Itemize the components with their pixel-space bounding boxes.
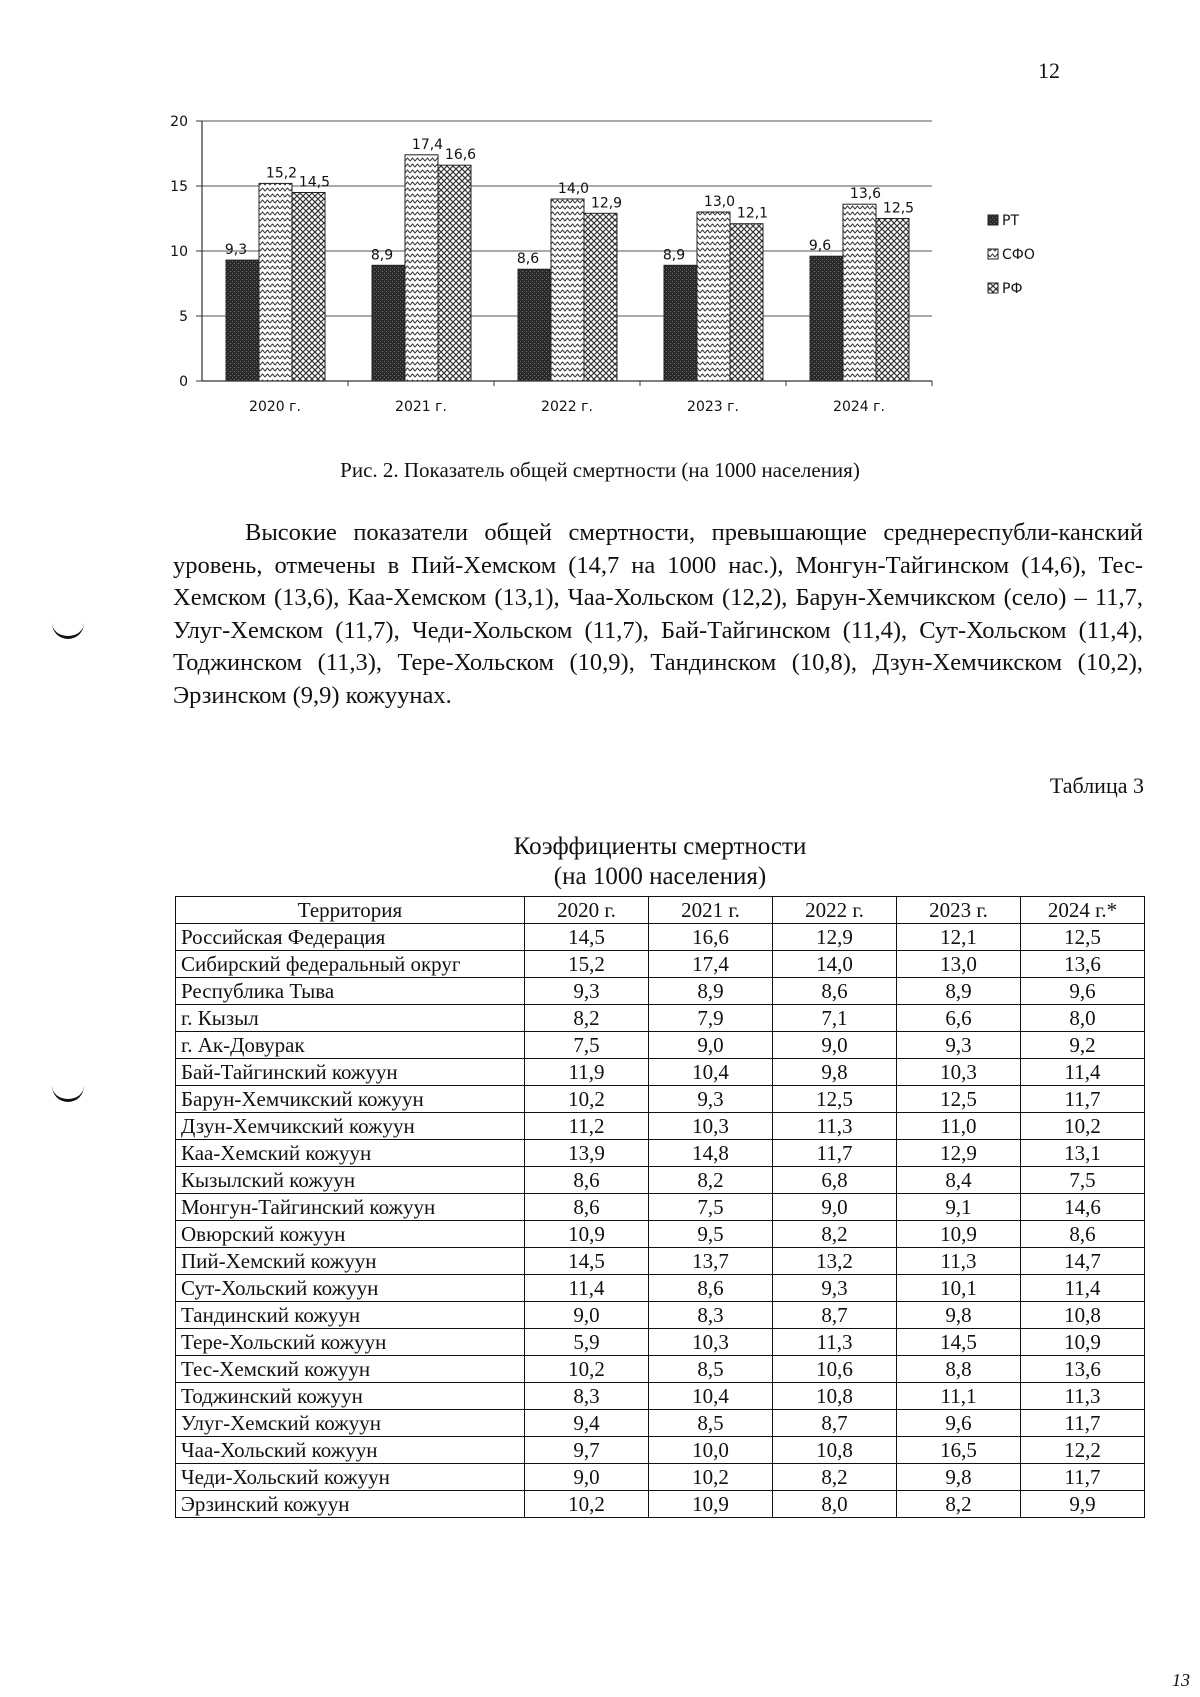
territory-cell: Бай-Тайгинский кожуун [176, 1059, 525, 1086]
bar-РФ [438, 165, 471, 381]
bar-value-label: 12,5 [882, 200, 915, 217]
bar-value-label: 13,6 [849, 186, 882, 203]
value-cell: 10,3 [649, 1329, 773, 1356]
y-tick-label: 0 [179, 374, 188, 390]
value-cell: 10,1 [897, 1275, 1021, 1302]
value-cell: 11,7 [1021, 1086, 1145, 1113]
value-cell: 16,6 [649, 924, 773, 951]
territory-cell: г. Ак-Довурак [176, 1032, 525, 1059]
territory-cell: Тандинский кожуун [176, 1302, 525, 1329]
value-cell: 8,0 [773, 1491, 897, 1518]
bar-value-label: 12,9 [590, 195, 623, 212]
value-cell: 9,2 [1021, 1032, 1145, 1059]
territory-cell: Дзун-Хемчикский кожуун [176, 1113, 525, 1140]
value-cell: 8,6 [649, 1275, 773, 1302]
value-cell: 7,5 [1021, 1167, 1145, 1194]
value-cell: 5,9 [525, 1329, 649, 1356]
value-cell: 11,3 [897, 1248, 1021, 1275]
bar-СФО [697, 212, 730, 381]
bar-РТ [372, 265, 405, 381]
value-cell: 8,9 [897, 978, 1021, 1005]
value-cell: 13,6 [1021, 1356, 1145, 1383]
territory-cell: Барун-Хемчикский кожуун [176, 1086, 525, 1113]
value-cell: 7,9 [649, 1005, 773, 1032]
value-cell: 7,5 [649, 1194, 773, 1221]
value-cell: 8,6 [525, 1194, 649, 1221]
value-cell: 8,9 [649, 978, 773, 1005]
table-body [176, 924, 1145, 1518]
value-cell: 8,7 [773, 1302, 897, 1329]
value-cell: 9,0 [773, 1194, 897, 1221]
y-tick-label: 20 [170, 115, 188, 130]
territory-cell: Российская Федерация [176, 924, 525, 951]
value-cell: 10,3 [649, 1113, 773, 1140]
value-cell: 8,3 [649, 1302, 773, 1329]
table-row [176, 1059, 1145, 1086]
value-cell: 10,9 [649, 1491, 773, 1518]
value-cell: 12,5 [1021, 924, 1145, 951]
value-cell: 7,1 [773, 1005, 897, 1032]
value-cell: 11,4 [1021, 1059, 1145, 1086]
value-cell: 13,0 [897, 951, 1021, 978]
value-cell: 8,4 [897, 1167, 1021, 1194]
value-cell: 12,9 [773, 924, 897, 951]
bar-value-label: 14,5 [298, 174, 331, 191]
value-cell: 9,8 [897, 1464, 1021, 1491]
legend-label: РФ [1002, 281, 1023, 297]
value-cell: 7,5 [525, 1032, 649, 1059]
bar-РФ [730, 224, 763, 381]
x-tick-label: 2021 г. [395, 399, 447, 415]
value-cell: 13,1 [1021, 1140, 1145, 1167]
bar-РФ [876, 219, 909, 382]
value-cell: 13,7 [649, 1248, 773, 1275]
bar-value-label: 16,6 [444, 147, 477, 164]
table-title-line: Коэффициенты смертности [513, 833, 807, 860]
value-cell: 9,3 [525, 978, 649, 1005]
value-cell: 12,5 [897, 1086, 1021, 1113]
mortality-table [175, 896, 1145, 1518]
territory-cell: Сут-Хольский кожуун [176, 1275, 525, 1302]
table-header-row [176, 897, 1145, 924]
table-row [176, 1491, 1145, 1518]
bar-СФО [551, 199, 584, 381]
corner-page-mark: 13 [1172, 1670, 1190, 1690]
figure-caption: Рис. 2. Показатель общей смертности (на 1000 населения) [340, 458, 860, 482]
y-tick-label: 10 [170, 244, 188, 260]
value-cell: 8,5 [649, 1356, 773, 1383]
table-title [0, 832, 1200, 892]
territory-cell: Овюрский кожуун [176, 1221, 525, 1248]
value-cell: 6,6 [897, 1005, 1021, 1032]
value-cell: 9,9 [1021, 1491, 1145, 1518]
value-cell: 8,6 [773, 978, 897, 1005]
value-cell: 11,4 [1021, 1275, 1145, 1302]
y-tick-label: 15 [170, 179, 188, 195]
value-cell: 9,0 [773, 1032, 897, 1059]
value-cell: 6,8 [773, 1167, 897, 1194]
value-cell: 14,7 [1021, 1248, 1145, 1275]
value-cell: 10,0 [649, 1437, 773, 1464]
header-territory: Территория [176, 897, 525, 924]
table-row [176, 1167, 1145, 1194]
value-cell: 9,1 [897, 1194, 1021, 1221]
territory-cell: г. Кызыл [176, 1005, 525, 1032]
value-cell: 9,0 [649, 1032, 773, 1059]
value-cell: 8,2 [773, 1464, 897, 1491]
territory-cell: Сибирский федеральный округ [176, 951, 525, 978]
value-cell: 14,8 [649, 1140, 773, 1167]
value-cell: 10,9 [1021, 1329, 1145, 1356]
header-year: 2023 г. [897, 897, 1021, 924]
value-cell: 11,3 [773, 1113, 897, 1140]
bar-value-label: 9,6 [808, 238, 832, 255]
value-cell: 8,7 [773, 1410, 897, 1437]
value-cell: 10,2 [525, 1356, 649, 1383]
table-row [176, 1140, 1145, 1167]
value-cell: 11,4 [525, 1275, 649, 1302]
page-number: 12 [1038, 58, 1060, 83]
value-cell: 11,1 [897, 1383, 1021, 1410]
territory-cell: Чаа-Хольский кожуун [176, 1437, 525, 1464]
value-cell: 10,8 [773, 1383, 897, 1410]
table-row [176, 1410, 1145, 1437]
value-cell: 16,5 [897, 1437, 1021, 1464]
margin-mark [52, 622, 84, 639]
value-cell: 9,3 [649, 1086, 773, 1113]
table-row [176, 1383, 1145, 1410]
territory-cell: Улуг-Хемский кожуун [176, 1410, 525, 1437]
value-cell: 13,9 [525, 1140, 649, 1167]
territory-cell: Монгун-Тайгинский кожуун [176, 1194, 525, 1221]
bar-value-label: 17,4 [411, 136, 444, 153]
value-cell: 9,8 [773, 1059, 897, 1086]
bar-РФ [292, 193, 325, 382]
value-cell: 9,8 [897, 1302, 1021, 1329]
table-row [176, 1248, 1145, 1275]
bar-value-label: 15,2 [265, 165, 298, 182]
value-cell: 8,0 [1021, 1005, 1145, 1032]
legend-label: РТ [1002, 213, 1019, 229]
value-cell: 8,3 [525, 1383, 649, 1410]
table-row [176, 1194, 1145, 1221]
value-cell: 8,8 [897, 1356, 1021, 1383]
bar-РТ [810, 256, 843, 381]
table-row [176, 1275, 1145, 1302]
territory-cell: Тоджинский кожуун [176, 1383, 525, 1410]
value-cell: 14,5 [897, 1329, 1021, 1356]
value-cell: 11,0 [897, 1113, 1021, 1140]
table-row [176, 1221, 1145, 1248]
value-cell: 8,2 [897, 1491, 1021, 1518]
value-cell: 10,2 [1021, 1113, 1145, 1140]
value-cell: 12,5 [773, 1086, 897, 1113]
value-cell: 10,4 [649, 1383, 773, 1410]
value-cell: 14,6 [1021, 1194, 1145, 1221]
header-year: 2024 г.* [1021, 897, 1145, 924]
y-tick-label: 5 [179, 309, 188, 325]
value-cell: 14,0 [773, 951, 897, 978]
legend-swatch [988, 283, 998, 293]
value-cell: 15,2 [525, 951, 649, 978]
territory-cell: Кызылский кожуун [176, 1167, 525, 1194]
value-cell: 8,5 [649, 1410, 773, 1437]
value-cell: 8,2 [525, 1005, 649, 1032]
bar-РТ [518, 269, 551, 381]
header-year: 2020 г. [525, 897, 649, 924]
territory-cell: Каа-Хемский кожуун [176, 1140, 525, 1167]
value-cell: 10,2 [525, 1491, 649, 1518]
value-cell: 9,5 [649, 1221, 773, 1248]
value-cell: 10,4 [649, 1059, 773, 1086]
table-row [176, 1113, 1145, 1140]
value-cell: 11,9 [525, 1059, 649, 1086]
value-cell: 8,6 [525, 1167, 649, 1194]
header-year: 2022 г. [773, 897, 897, 924]
value-cell: 17,4 [649, 951, 773, 978]
value-cell: 10,2 [649, 1464, 773, 1491]
bar-value-label: 9,3 [224, 242, 248, 259]
bar-СФО [405, 155, 438, 381]
bar-value-label: 8,9 [662, 247, 686, 264]
territory-cell: Республика Тыва [176, 978, 525, 1005]
value-cell: 9,4 [525, 1410, 649, 1437]
value-cell: 13,2 [773, 1248, 897, 1275]
territory-cell: Тес-Хемский кожуун [176, 1356, 525, 1383]
body-paragraph: Высокие показатели общей смертности, превышающие среднереспубли-канский уровень, отмечены в Пий-Хемском (14,7 на 1000 нас.), Монгун-Тайгинском (14,6), Тес-Хемском (13,6), Каа-Хемском (13,1), Чаа-Хольском (12,2), Барун-Хемчикском (село) – 11,7, Улуг-Хемском (11,7), Чеди-Хольском (11,7), Бай-Тайгинском (11,4), Сут-Хольском (11,4), Тоджинском (11,3), Тере-Хольском (10,9), Тандинском (10,8), Дзун-Хемчикском (10,2), Эрзинском (9,9) кожуунах. [173, 519, 1143, 709]
bar-value-label: 8,6 [516, 251, 540, 268]
value-cell: 9,3 [773, 1275, 897, 1302]
table-row [176, 1329, 1145, 1356]
bar-РТ [226, 260, 259, 381]
value-cell: 11,3 [773, 1329, 897, 1356]
territory-cell: Эрзинский кожуун [176, 1491, 525, 1518]
legend-label: СФО [1002, 247, 1035, 263]
header-year: 2021 г. [649, 897, 773, 924]
table-row [176, 1086, 1145, 1113]
value-cell: 9,7 [525, 1437, 649, 1464]
table-row [176, 1437, 1145, 1464]
value-cell: 12,9 [897, 1140, 1021, 1167]
margin-mark [52, 1085, 84, 1102]
value-cell: 10,9 [525, 1221, 649, 1248]
value-cell: 11,7 [773, 1140, 897, 1167]
x-tick-label: 2020 г. [249, 399, 301, 415]
table-row [176, 1302, 1145, 1329]
territory-cell: Пий-Хемский кожуун [176, 1248, 525, 1275]
value-cell: 10,3 [897, 1059, 1021, 1086]
value-cell: 9,0 [525, 1464, 649, 1491]
table-row [176, 924, 1145, 951]
value-cell: 8,2 [773, 1221, 897, 1248]
bar-СФО [259, 183, 292, 381]
table-row [176, 1032, 1145, 1059]
table-row [176, 1464, 1145, 1491]
table-subtitle-line: (на 1000 населения) [553, 863, 767, 890]
value-cell: 12,1 [897, 924, 1021, 951]
value-cell: 11,2 [525, 1113, 649, 1140]
x-tick-label: 2024 г. [833, 399, 885, 415]
legend-swatch [988, 249, 998, 259]
value-cell: 10,9 [897, 1221, 1021, 1248]
bar-value-label: 8,9 [370, 247, 394, 264]
value-cell: 11,7 [1021, 1410, 1145, 1437]
value-cell: 14,5 [525, 924, 649, 951]
mortality-bar-chart [150, 115, 1130, 455]
value-cell: 10,8 [773, 1437, 897, 1464]
territory-cell: Чеди-Хольский кожуун [176, 1464, 525, 1491]
table-row [176, 951, 1145, 978]
legend-swatch [988, 215, 998, 225]
x-tick-label: 2022 г. [541, 399, 593, 415]
table-row [176, 1356, 1145, 1383]
bar-СФО [843, 204, 876, 381]
territory-cell: Тере-Хольский кожуун [176, 1329, 525, 1356]
bar-РТ [664, 265, 697, 381]
table-row [176, 1005, 1145, 1032]
bar-value-label: 12,1 [736, 205, 769, 222]
value-cell: 11,3 [1021, 1383, 1145, 1410]
value-cell: 10,8 [1021, 1302, 1145, 1329]
bar-value-label: 14,0 [557, 181, 590, 197]
value-cell: 10,6 [773, 1356, 897, 1383]
value-cell: 13,6 [1021, 951, 1145, 978]
value-cell: 14,5 [525, 1248, 649, 1275]
value-cell: 9,0 [525, 1302, 649, 1329]
value-cell: 12,2 [1021, 1437, 1145, 1464]
value-cell: 9,6 [897, 1410, 1021, 1437]
bar-РФ [584, 213, 617, 381]
table-row [176, 978, 1145, 1005]
value-cell: 11,7 [1021, 1464, 1145, 1491]
value-cell: 9,6 [1021, 978, 1145, 1005]
table-label: Таблица 3 [1049, 773, 1144, 798]
value-cell: 10,2 [525, 1086, 649, 1113]
x-tick-label: 2023 г. [687, 399, 739, 415]
value-cell: 8,2 [649, 1167, 773, 1194]
bar-value-label: 13,0 [703, 194, 736, 210]
value-cell: 8,6 [1021, 1221, 1145, 1248]
value-cell: 9,3 [897, 1032, 1021, 1059]
